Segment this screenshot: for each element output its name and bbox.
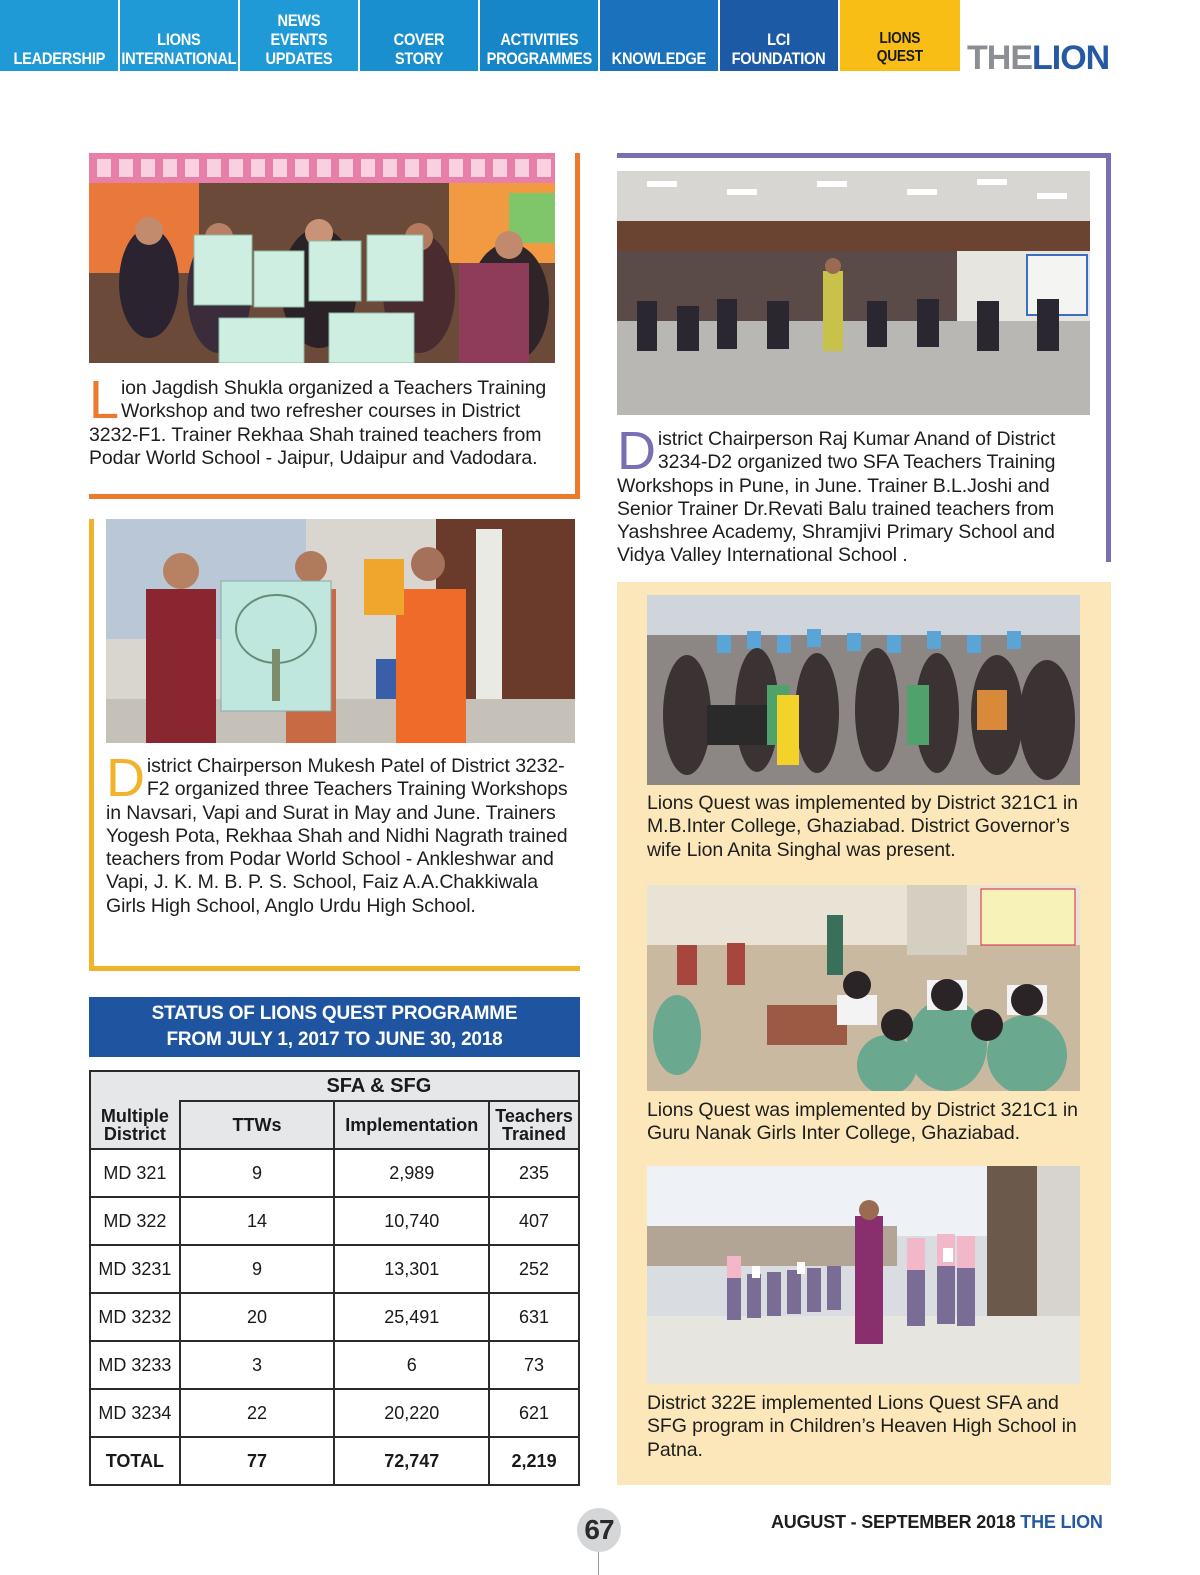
cell-implementation: 10,740 (334, 1197, 489, 1245)
dropcap: D (617, 421, 656, 481)
issue-brand: THE LION (1020, 1512, 1103, 1532)
cell-ttws: 3 (180, 1341, 335, 1389)
cell-implementation: 20,220 (334, 1389, 489, 1437)
photo-illustration (647, 1166, 1080, 1384)
table-total-row (90, 1437, 579, 1485)
cell-md: MD 322 (90, 1197, 180, 1245)
photo-mb-inter-college (647, 595, 1080, 785)
page-number: 67 (577, 1508, 621, 1552)
table-row (90, 1149, 579, 1197)
tab-label: LEADERSHIP (13, 49, 105, 68)
cell-md: MD 321 (90, 1149, 180, 1197)
caption-navsari (106, 748, 576, 918)
cell-md: MD 3232 (90, 1293, 180, 1341)
caption-jaipur (89, 370, 559, 470)
tab-cover-story[interactable] (360, 0, 480, 71)
tab-label: NEWS EVENTS UPDATES (265, 11, 333, 68)
photo-illustration (106, 519, 575, 743)
tab-label: LCI FOUNDATION (732, 30, 826, 68)
table-row (90, 1293, 579, 1341)
magazine-logo (967, 38, 1109, 78)
status-title-line1: STATUS OF LIONS QUEST PROGRAMME (151, 1003, 518, 1024)
cell-implementation: 6 (334, 1341, 489, 1389)
cell-implementation: 25,491 (334, 1293, 489, 1341)
table-row (90, 1389, 579, 1437)
issue-footer (771, 1512, 1103, 1533)
table-row (90, 1197, 579, 1245)
photo-illustration (617, 171, 1090, 415)
issue-date: AUGUST - SEPTEMBER 2018 (771, 1512, 1016, 1532)
tab-label: ACTIVITIES PROGRAMMES (486, 30, 592, 68)
photo-tree-poster-presentation (106, 519, 575, 743)
tab-lci-foundation[interactable] (720, 0, 840, 71)
status-title-line2: FROM JULY 1, 2017 TO JUNE 30, 2018 (166, 1029, 503, 1050)
caption-text: istrict Chairperson Raj Kumar Anand of District 3234-D2 organized two SFA Teachers Training Workshops in Pune, in June. Trainer B.L.Joshi and Senior Trainer Dr.Revati Balu trained teachers from Yashshree Academy, Shramjivi Primary School and Vidya Valley International School . (617, 428, 1056, 567)
header-ttws: TTWs (180, 1101, 335, 1149)
story-jaipur (89, 153, 580, 499)
table-group-header: SFA & SFG (180, 1071, 579, 1101)
tab-knowledge[interactable] (600, 0, 720, 71)
photo-training-hall-pune (617, 171, 1090, 415)
header-teachers-trained: Teachers Trained (489, 1101, 579, 1149)
cell-ttws: 20 (180, 1293, 335, 1341)
section-nav (0, 0, 960, 71)
tab-label: KNOWLEDGE (611, 49, 707, 68)
cell-ttws: 22 (180, 1389, 335, 1437)
cell-teachers-trained: 73 (489, 1341, 579, 1389)
table-header-row (90, 1101, 579, 1149)
status-table-title (89, 997, 580, 1057)
status-table (89, 1070, 580, 1486)
cell-implementation: 13,301 (334, 1245, 489, 1293)
table-row (90, 1245, 579, 1293)
caption-pune (617, 421, 1087, 568)
photo-illustration (647, 885, 1080, 1091)
tab-label: COVER STORY (393, 30, 445, 68)
cell-md: MD 3234 (90, 1389, 180, 1437)
cell-total-label: TOTAL (90, 1437, 180, 1485)
cell-teachers-trained: 407 (489, 1197, 579, 1245)
sidebar-implementation-stories (617, 582, 1111, 1485)
caption-ghaziabad-2: Lions Quest was implemented by District 321C1 in Guru Nanak Girls Inter College, Ghaziabad. (647, 1099, 1078, 1145)
story-pune (617, 153, 1111, 567)
page-number-stem (598, 1552, 599, 1575)
tab-lions-quest[interactable] (840, 0, 960, 71)
cell-total-implementation: 72,747 (334, 1437, 489, 1485)
dropcap: L (89, 370, 119, 430)
photo-teachers-workshop-jaipur (89, 153, 555, 363)
caption-ghaziabad-1: Lions Quest was implemented by District 321C1 in M.B.Inter College, Ghaziabad. District Governor’s wife Lion Anita Singhal was present. (647, 792, 1078, 861)
header-implementation: Implementation (334, 1101, 489, 1149)
logo-the: THE (967, 39, 1032, 77)
tab-activities-programmes[interactable] (480, 0, 600, 71)
photo-illustration (647, 595, 1080, 785)
caption-text: ion Jagdish Shukla organized a Teachers Training Workshop and two refresher courses in District 3232-F1. Trainer Rekhaa Shah trained teachers from Podar World School - Jaipur, Udaipur and Vadodara. (89, 377, 547, 469)
cell-ttws: 9 (180, 1245, 335, 1293)
tab-lions-international[interactable] (120, 0, 240, 71)
table-row (90, 1341, 579, 1389)
logo-lion: LION (1032, 39, 1110, 77)
tab-news-events-updates[interactable] (240, 0, 360, 71)
caption-patna: District 322E implemented Lions Quest SFA and SFG program in Children’s Heaven High School in Patna. (647, 1392, 1077, 1461)
photo-illustration (89, 153, 555, 363)
cell-total-teachers-trained: 2,219 (489, 1437, 579, 1485)
cell-md: MD 3233 (90, 1341, 180, 1389)
tab-label: LIONS QUEST (876, 30, 924, 65)
table-group-row (90, 1071, 579, 1101)
cell-teachers-trained: 631 (489, 1293, 579, 1341)
table-blank-cell (90, 1071, 180, 1101)
tab-label: LIONS INTERNATIONAL (121, 30, 237, 68)
story-navsari (89, 519, 580, 971)
cell-teachers-trained: 235 (489, 1149, 579, 1197)
photo-guru-nanak-college (647, 885, 1080, 1091)
cell-teachers-trained: 252 (489, 1245, 579, 1293)
header-multiple-district: Multiple District (90, 1101, 180, 1149)
cell-ttws: 9 (180, 1149, 335, 1197)
tab-leadership[interactable] (0, 0, 120, 71)
cell-ttws: 14 (180, 1197, 335, 1245)
cell-implementation: 2,989 (334, 1149, 489, 1197)
cell-md: MD 3231 (90, 1245, 180, 1293)
caption-text: istrict Chairperson Mukesh Patel of District 3232-F2 organized three Teachers Training Workshops in Navsari, Vapi and Surat in May and June. Trainers Yogesh Pota, Rekhaa Shah and Nidhi Nagrath trained teachers from Podar World School - Ankleshwar and Vapi, J. K. M. B. P. S. School, Faiz A.A.Chakkiwala Girls High School, Anglo Urdu High School. (106, 755, 568, 917)
cell-teachers-trained: 621 (489, 1389, 579, 1437)
dropcap: D (106, 748, 145, 808)
cell-total-ttws: 77 (180, 1437, 335, 1485)
photo-childrens-heaven-school (647, 1166, 1080, 1384)
